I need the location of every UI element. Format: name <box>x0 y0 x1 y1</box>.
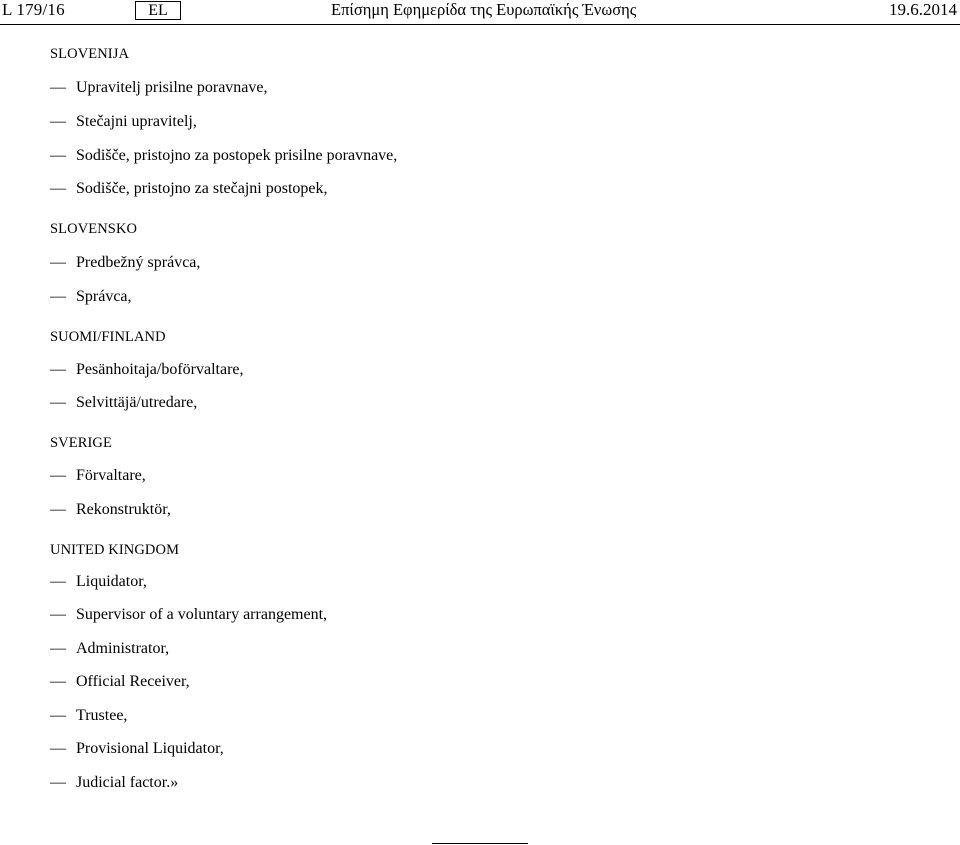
list-item <box>50 672 190 692</box>
em-dash: — <box>50 79 66 96</box>
publication-date: 19.6.2014 <box>889 0 957 19</box>
em-dash: — <box>50 774 66 791</box>
em-dash: — <box>50 113 66 130</box>
em-dash: — <box>50 361 66 378</box>
em-dash: — <box>50 707 66 724</box>
list-item-text: Stečajni upravitelj, <box>76 113 197 130</box>
list-item-text: Supervisor of a voluntary arrangement, <box>76 606 328 623</box>
journal-title: Επίσημη Εφημερίδα της Ευρωπαϊκής Ένωσης <box>331 0 637 19</box>
list-item <box>50 393 197 413</box>
em-dash: — <box>50 606 66 623</box>
list-item <box>50 179 328 199</box>
language-badge: EL <box>135 1 181 20</box>
list-item-text: Trustee, <box>76 707 128 724</box>
em-dash: — <box>50 673 66 690</box>
list-item-text: Selvittäjä/utredare, <box>76 394 198 411</box>
list-item <box>50 773 178 793</box>
list-item <box>50 466 146 486</box>
em-dash: — <box>50 573 66 590</box>
list-item-text: Pesänhoitaja/boförvaltare, <box>76 361 244 378</box>
page-header <box>0 0 960 25</box>
list-item-text: Rekonstruktör, <box>76 501 171 518</box>
section-heading-united-kingdom: UNITED KINGDOM <box>50 542 180 558</box>
em-dash: — <box>50 254 66 271</box>
list-item <box>50 706 127 726</box>
em-dash: — <box>50 394 66 411</box>
list-item-text: Official Receiver, <box>76 673 190 690</box>
list-item-text: Sodišče, pristojno za stečajni postopek, <box>76 180 328 197</box>
list-item <box>50 360 244 380</box>
list-item-text: Predbežný správca, <box>76 254 201 271</box>
list-item-text: Administrator, <box>76 640 170 657</box>
footnote-separator-rule <box>432 843 528 844</box>
section-heading-slovensko: SLOVENSKO <box>50 221 138 237</box>
em-dash: — <box>50 147 66 164</box>
section-heading-suomi-finland: SUOMI/FINLAND <box>50 329 166 345</box>
em-dash: — <box>50 180 66 197</box>
list-item-text: Sodišče, pristojno za postopek prisilne poravnave, <box>76 147 398 164</box>
list-item <box>50 78 268 98</box>
list-item-text: Upravitelj prisilne poravnave, <box>76 79 268 96</box>
list-item-text: Judicial factor.» <box>76 774 179 791</box>
list-item <box>50 739 224 759</box>
section-heading-slovenija: SLOVENIJA <box>50 46 130 62</box>
list-item-text: Förvaltare, <box>76 467 146 484</box>
list-item <box>50 146 397 166</box>
page-reference: L 179/16 <box>2 0 65 19</box>
section-heading-sverige: SVERIGE <box>50 435 112 451</box>
list-item <box>50 605 327 625</box>
em-dash: — <box>50 467 66 484</box>
list-item <box>50 639 169 659</box>
list-item-text: Správca, <box>76 288 132 305</box>
list-item <box>50 287 132 307</box>
list-item <box>50 112 197 132</box>
list-item <box>50 572 147 592</box>
list-item-text: Provisional Liquidator, <box>76 740 224 757</box>
list-item <box>50 253 200 273</box>
em-dash: — <box>50 740 66 757</box>
em-dash: — <box>50 640 66 657</box>
em-dash: — <box>50 288 66 305</box>
list-item <box>50 500 171 520</box>
em-dash: — <box>50 501 66 518</box>
list-item-text: Liquidator, <box>76 573 147 590</box>
